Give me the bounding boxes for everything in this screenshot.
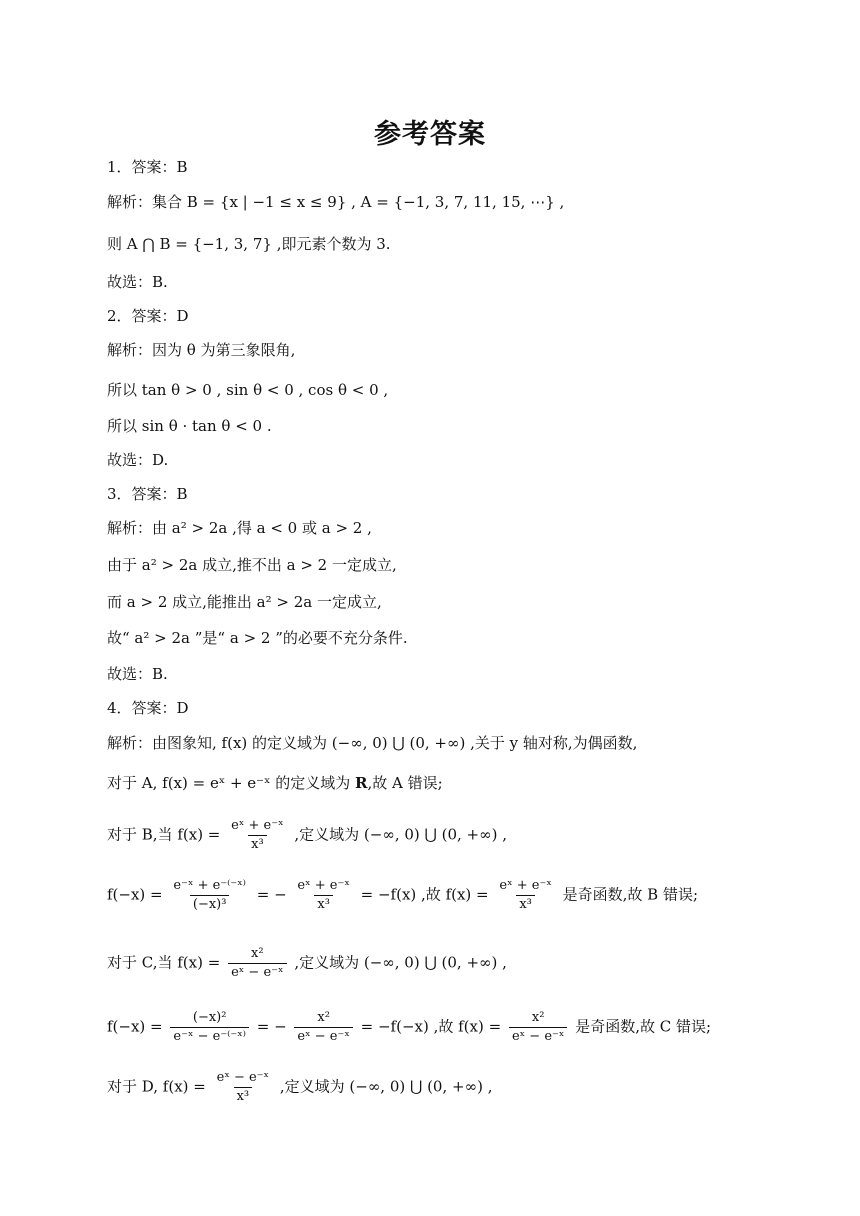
q1-choose: 故选：B. bbox=[107, 273, 168, 291]
q4-c-numerator: x² bbox=[251, 946, 264, 961]
q4-d-numerator: eˣ − e⁻ˣ bbox=[216, 1070, 270, 1085]
q4-b-denominator: x³ bbox=[248, 835, 267, 853]
q4-c-denominator: eˣ − e⁻ˣ bbox=[228, 963, 286, 981]
q4-d-denominator: x³ bbox=[234, 1087, 253, 1105]
q4-b2-lead: f(−x) = bbox=[107, 885, 163, 904]
q4-d-lead: 对于 D, f(x) = bbox=[107, 1077, 206, 1096]
q4-c2-mid2: = −f(−x) ,故 f(x) = bbox=[360, 1017, 502, 1036]
q4-b-fraction bbox=[228, 818, 286, 853]
q4-c-domain: ,定义域为 (−∞, 0) ⋃ (0, +∞) , bbox=[294, 953, 507, 972]
q2-answer: 2．答案：D bbox=[107, 307, 189, 325]
q4-c2-num3: x² bbox=[531, 1010, 545, 1025]
q3-analysis-4: 故“ a² > 2a ”是“ a > 2 ”的必要不充分条件. bbox=[107, 629, 408, 647]
q2-analysis-2: 所以 tan θ > 0 , sin θ < 0 , cos θ < 0 , bbox=[107, 381, 389, 399]
q4-option-c bbox=[107, 946, 507, 981]
q4-a-real-set: R bbox=[354, 774, 368, 792]
q1-analysis-1: 解析：集合 B = {x | −1 ≤ x ≤ 9} , A = {−1, 3, 7, 11, 15, ⋯} , bbox=[107, 193, 565, 211]
q4-b2-den2: x³ bbox=[314, 895, 333, 913]
q3-answer: 3．答案：B bbox=[107, 485, 188, 503]
q3-analysis-1: 解析：由 a² > 2a ,得 a < 0 或 a > 2 , bbox=[107, 519, 372, 537]
q4-d-domain: ,定义域为 (−∞, 0) ⋃ (0, +∞) , bbox=[279, 1077, 493, 1096]
q4-analysis-1: 解析：由图象知, f(x) 的定义域为 (−∞, 0) ⋃ (0, +∞) ,关于 y 轴对称,为偶函数, bbox=[107, 734, 638, 752]
page-title: 参考答案 bbox=[374, 119, 486, 150]
q4-option-b bbox=[107, 818, 507, 853]
q1-analysis-2: 则 A ⋂ B = {−1, 3, 7} ,即元素个数为 3. bbox=[107, 235, 391, 253]
q4-c2-lead: f(−x) = bbox=[107, 1017, 163, 1036]
q4-option-b-proof bbox=[107, 878, 698, 913]
q4-b2-conclusion: 是奇函数,故 B 错误; bbox=[562, 885, 699, 904]
q4-c2-fraction-2 bbox=[294, 1010, 352, 1045]
q4-d-fraction bbox=[214, 1070, 272, 1105]
q4-answer: 4．答案：D bbox=[107, 699, 189, 717]
q4-c2-num2: x² bbox=[317, 1010, 330, 1025]
q4-c2-mid: = − bbox=[256, 1017, 287, 1036]
q4-c2-num1: (−x)² bbox=[192, 1010, 227, 1025]
q4-c-lead: 对于 C,当 f(x) = bbox=[107, 953, 221, 972]
q4-c2-den2: eˣ − e⁻ˣ bbox=[294, 1027, 352, 1045]
q4-c2-fraction-3 bbox=[509, 1010, 567, 1045]
q4-b2-mid2: = −f(x) ,故 f(x) = bbox=[360, 885, 489, 904]
q4-c-fraction bbox=[228, 946, 286, 981]
q4-b-numerator: eˣ + e⁻ˣ bbox=[231, 818, 284, 833]
q4-b2-num3: eˣ + e⁻ˣ bbox=[499, 878, 552, 893]
q4-c2-conclusion: 是奇函数,故 C 错误; bbox=[575, 1017, 712, 1036]
q4-b2-fraction-3 bbox=[496, 878, 554, 913]
q4-a-text: 对于 A, f(x) = eˣ + e⁻ˣ 的定义域为 bbox=[107, 774, 355, 792]
q4-b-lead: 对于 B,当 f(x) = bbox=[107, 825, 221, 844]
q4-a-conclusion: ,故 A 错误; bbox=[367, 774, 443, 792]
q1-answer: 1．答案：B bbox=[107, 158, 188, 176]
q4-b2-den1: (−x)³ bbox=[190, 895, 230, 913]
q4-b2-fraction-1 bbox=[170, 878, 249, 913]
q4-b-domain: ,定义域为 (−∞, 0) ⋃ (0, +∞) , bbox=[294, 825, 507, 844]
q3-analysis-3: 而 a > 2 成立,能推出 a² > 2a 一定成立, bbox=[107, 593, 382, 611]
q2-analysis-1: 解析：因为 θ 为第三象限角, bbox=[107, 341, 296, 359]
q4-b2-fraction-2 bbox=[294, 878, 352, 913]
q4-c2-fraction-1 bbox=[170, 1010, 249, 1045]
q4-b2-mid: = − bbox=[256, 885, 287, 904]
q2-choose: 故选：D. bbox=[107, 451, 169, 469]
q4-option-d bbox=[107, 1070, 492, 1105]
q3-analysis-2: 由于 a² > 2a 成立,推不出 a > 2 一定成立, bbox=[107, 556, 397, 574]
q2-analysis-3: 所以 sin θ · tan θ < 0 . bbox=[107, 417, 272, 435]
q4-b2-num2: eˣ + e⁻ˣ bbox=[297, 878, 350, 893]
q4-b2-num1: e⁻ˣ + e⁻⁽⁻ˣ⁾ bbox=[173, 878, 246, 893]
q4-option-c-proof bbox=[107, 1010, 711, 1045]
q4-c2-den1: e⁻ˣ − e⁻⁽⁻ˣ⁾ bbox=[170, 1027, 249, 1045]
q4-analysis-2 bbox=[107, 773, 443, 793]
q3-choose: 故选：B. bbox=[107, 665, 168, 683]
q4-b2-den3: x³ bbox=[516, 895, 535, 913]
q4-c2-den3: eˣ − e⁻ˣ bbox=[509, 1027, 567, 1045]
